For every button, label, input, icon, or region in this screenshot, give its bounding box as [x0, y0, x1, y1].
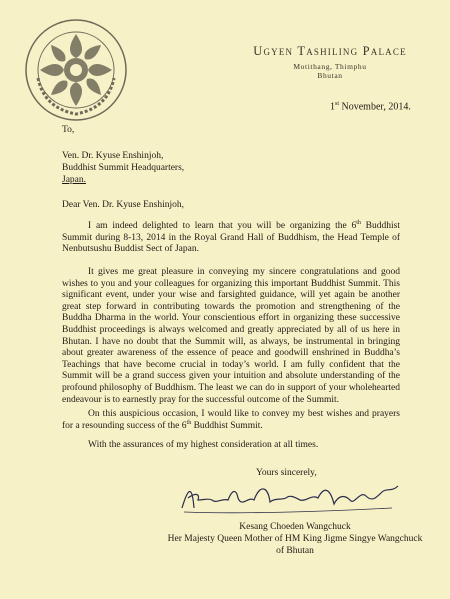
recipient-name: Ven. Dr. Kyuse Enshinjoh, [62, 151, 164, 161]
royal-seal-emblem [24, 18, 128, 122]
recipient-address [62, 150, 184, 186]
handwritten-signature [178, 478, 408, 518]
paragraph-3: On this auspicious occasion, I would like to convey my best wishes and prayers for a resounding success of the 6th Buddhist Summit. [62, 409, 400, 431]
paragraph-1: I am indeed delighted to learn that you will be organizing the 6th Buddhist Summit during 8-13, 2014 in the Royal Grand Hall of Buddhism, the Head Temple of Nenbutsushu Buddist Sect of Japan. [62, 219, 400, 255]
paragraph-2: It gives me great pleasure in conveying my sincere congratulations and good wishes to you and your colleagues for organizing this important Buddhist Summit. This significant event, under your wise and farsighted guidance, will yet again be another great step forward in contributing towards the promotion and strengthening of the Buddha Dharma in the world. Your conscientious effort in organizing these successive Buddhist proceedings is always welcomed and greatly appreciated by all of us here in Bhutan. I have no doubt that the Summit will, as always, be instrumental in bringing about greater awareness of the essence of peace and goodwill enshrined in Buddha’s Teachings that have become crucial in today’s world. I am fully confident that the Summit will be a grand success given your intuition and absolute understanding of the profound philosophy of Buddhism. The least we can do in support of your wholehearted endeavour is to earnestly pray for the successful outcome of the Summit. [62, 267, 400, 405]
paragraph-4: With the assurances of my highest consideration at all times. [88, 440, 319, 450]
letterhead-address-line1: Motithang, Thimphu [293, 62, 367, 71]
signatory-block [150, 521, 440, 557]
signatory-title-line1: Her Majesty Queen Mother of HM King Jigme Singye Wangchuck [167, 534, 423, 544]
salutation: Dear Ven. Dr. Kyuse Enshinjoh, [62, 200, 184, 210]
recipient-country: Japan. [62, 175, 87, 185]
signatory-title-line2: of Bhutan [276, 546, 314, 556]
letterhead [230, 44, 430, 80]
recipient-org: Buddhist Summit Headquarters, [62, 163, 185, 173]
to-label: To, [62, 125, 75, 135]
closing: Yours sincerely, [256, 468, 317, 478]
letter-date: 1st November, 2014. [330, 101, 411, 113]
letterhead-address-line2: Bhutan [317, 71, 343, 80]
signatory-name: Kesang Choeden Wangchuck [239, 522, 351, 532]
letterhead-title: Ugyen Tashiling Palace [253, 44, 407, 58]
